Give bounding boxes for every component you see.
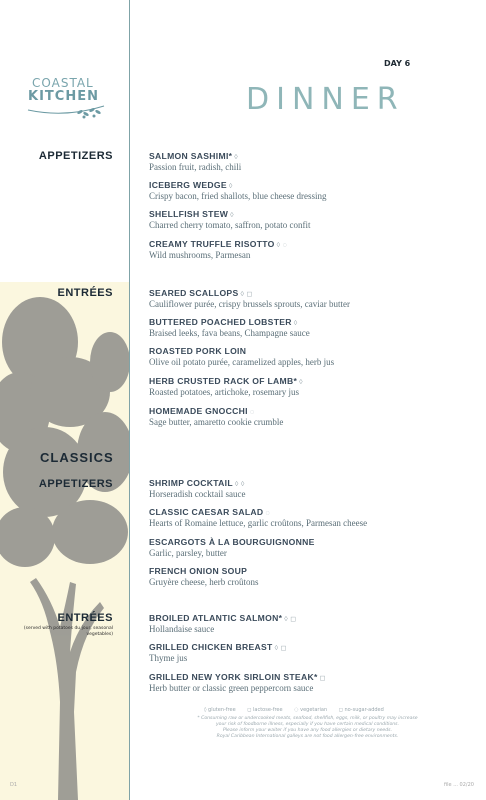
menu-item: [149, 209, 311, 230]
day-label: DAY 6: [384, 59, 411, 68]
diet-icons: ◻: [319, 675, 326, 682]
disclaimer-line: Royal Caribbean International galleys are not food allergen-free environments.: [216, 734, 399, 739]
dietary-legend: [204, 707, 394, 713]
item-description: Roasted potatoes, artichoke, rosemary jus: [149, 387, 299, 397]
item-name-text: HOMEMADE GNOCCHI: [149, 406, 248, 416]
disclaimer-line: Please inform your waiter if you have any food allergies or dietary needs.: [222, 728, 393, 733]
item-name: [149, 613, 296, 623]
item-description: Passion fruit, radish, chili: [149, 162, 242, 172]
olive-branch-icon: [26, 104, 106, 122]
item-description: Wild mushrooms, Parmesan: [149, 250, 251, 260]
item-name: [149, 288, 350, 298]
item-name-text: HERB CRUSTED RACK OF LAMB*: [149, 376, 298, 386]
file-code: file ... 02/20: [444, 782, 474, 788]
item-name: [149, 507, 367, 517]
logo-line2: KITCHEN: [28, 89, 99, 104]
classics-entrees-note: (served with potatoes du jour, seasonal vegetables): [23, 626, 113, 637]
item-name: [149, 180, 326, 190]
item-name-text: SHRIMP COCKTAIL: [149, 478, 233, 488]
disclaimer-line: * Consuming raw or undercooked meats, seafood, shellfish, eggs, milk, or poultry may increase: [197, 716, 418, 721]
section-classics: CLASSICS: [40, 450, 114, 465]
left-sidebar: [0, 0, 129, 800]
logo-line1: COASTAL: [32, 76, 94, 90]
item-name: [149, 672, 326, 682]
item-description: Sage butter, amaretto cookie crumble: [149, 417, 284, 427]
legend-no-sugar: ◻ no-sugar-added: [338, 707, 384, 713]
item-name-text: GRILLED CHICKEN BREAST: [149, 642, 273, 652]
item-description: Braised leeks, fava beans, Champagne sauce: [149, 328, 310, 338]
olive-tree-illustration: [0, 282, 129, 800]
page-title: DINNER: [246, 82, 405, 117]
item-description: Charred cherry tomato, saffron, potato confit: [149, 220, 311, 230]
item-description: Horseradish cocktail sauce: [149, 489, 246, 499]
item-name-text: ESCARGOTS À LA BOURGUIGNONNE: [149, 537, 315, 547]
item-description: Gruyère cheese, herb croûtons: [149, 577, 259, 587]
legend-gluten-free: ◊ gluten-free: [204, 707, 236, 713]
item-description: Herb butter or classic green peppercorn sauce: [149, 683, 314, 693]
diet-icons: ◊: [293, 320, 298, 327]
diet-icons: ◊: [228, 183, 233, 190]
menu-item: [149, 478, 245, 499]
diet-icons: ◊: [230, 212, 234, 219]
menu-item: [149, 317, 310, 338]
diet-icons: ◊: [234, 154, 239, 161]
item-name-text: SHELLFISH STEW: [149, 209, 229, 219]
item-description: Garlic, parsley, butter: [149, 548, 227, 558]
item-description: Hollandaise sauce: [149, 624, 215, 634]
item-name-text: ROASTED PORK LOIN: [149, 346, 247, 356]
diet-icons: ◊ ◻: [274, 645, 287, 652]
vertical-divider: [129, 0, 130, 800]
legend-lactose-free: ◻ lactose-free: [247, 707, 283, 713]
section-appetizers: APPETIZERS: [38, 150, 113, 162]
item-name-text: GRILLED NEW YORK SIRLOIN STEAK*: [149, 672, 318, 682]
item-description: Olive oil potato purée, caramelized apples, herb jus: [149, 357, 335, 367]
diet-icons: ◊ ◻: [240, 291, 253, 298]
item-name-text: FRENCH ONION SOUP: [149, 566, 248, 576]
item-name: [149, 239, 287, 249]
item-name: [149, 376, 303, 386]
menu-item: [149, 406, 283, 427]
menu-item: [149, 537, 317, 558]
menu-item: [149, 672, 326, 693]
item-name: [149, 478, 245, 488]
item-description: Thyme jus: [149, 653, 188, 663]
item-description: Hearts of Romaine lettuce, garlic croûtons, Parmesan cheese: [149, 518, 368, 528]
allergy-disclaimer: [170, 716, 445, 740]
section-entrees: ENTRÉES: [57, 287, 113, 299]
menu-item: [149, 239, 287, 260]
section-classics-entrees: ENTRÉES: [57, 612, 113, 624]
menu-item: [149, 376, 303, 397]
item-name: [149, 537, 317, 547]
menu-item: [149, 507, 367, 528]
menu-item: [149, 151, 241, 172]
menu-item: [149, 613, 296, 634]
diet-icons: ◌: [249, 409, 255, 416]
coastal-kitchen-logo: [26, 76, 106, 126]
item-name: [149, 406, 283, 416]
item-description: Crispy bacon, fried shallots, blue cheese dressing: [149, 191, 327, 201]
item-name-text: ICEBERG WEDGE: [149, 180, 227, 190]
section-classics-appetizers: APPETIZERS: [38, 478, 113, 490]
diet-icons: ◊ ◌: [276, 242, 288, 249]
diet-icons: ◊ ◻: [284, 616, 297, 623]
item-name-text: CLASSIC CAESAR SALAD: [149, 507, 264, 517]
page-number: D1: [10, 782, 18, 788]
menu-item: [149, 566, 258, 587]
diet-icons: ◌: [265, 510, 270, 517]
item-description: Cauliflower purée, crispy brussels sprouts, caviar butter: [149, 299, 350, 309]
item-name: [149, 566, 258, 576]
menu-item: [149, 346, 334, 367]
menu-item: [149, 180, 326, 201]
legend-vegetarian: ◌ vegetarian: [294, 707, 328, 713]
diet-icons: ◊: [299, 379, 303, 386]
item-name: [149, 317, 310, 327]
disclaimer-line: your risk of foodborne illness, especially if you have certain medical conditions.: [215, 722, 400, 727]
item-name-text: BROILED ATLANTIC SALMON*: [149, 613, 283, 623]
menu-item: [149, 642, 287, 663]
item-name-text: BUTTERED POACHED LOBSTER: [149, 317, 292, 327]
item-name-text: SEARED SCALLOPS: [149, 288, 239, 298]
item-name: [149, 209, 311, 219]
item-name: [149, 346, 334, 356]
diet-icons: ◊ ◊: [234, 481, 245, 488]
item-name-text: SALMON SASHIMI*: [149, 151, 233, 161]
menu-item: [149, 288, 350, 309]
item-name-text: CREAMY TRUFFLE RISOTTO: [149, 239, 275, 249]
item-name: [149, 642, 287, 652]
item-name: [149, 151, 241, 161]
